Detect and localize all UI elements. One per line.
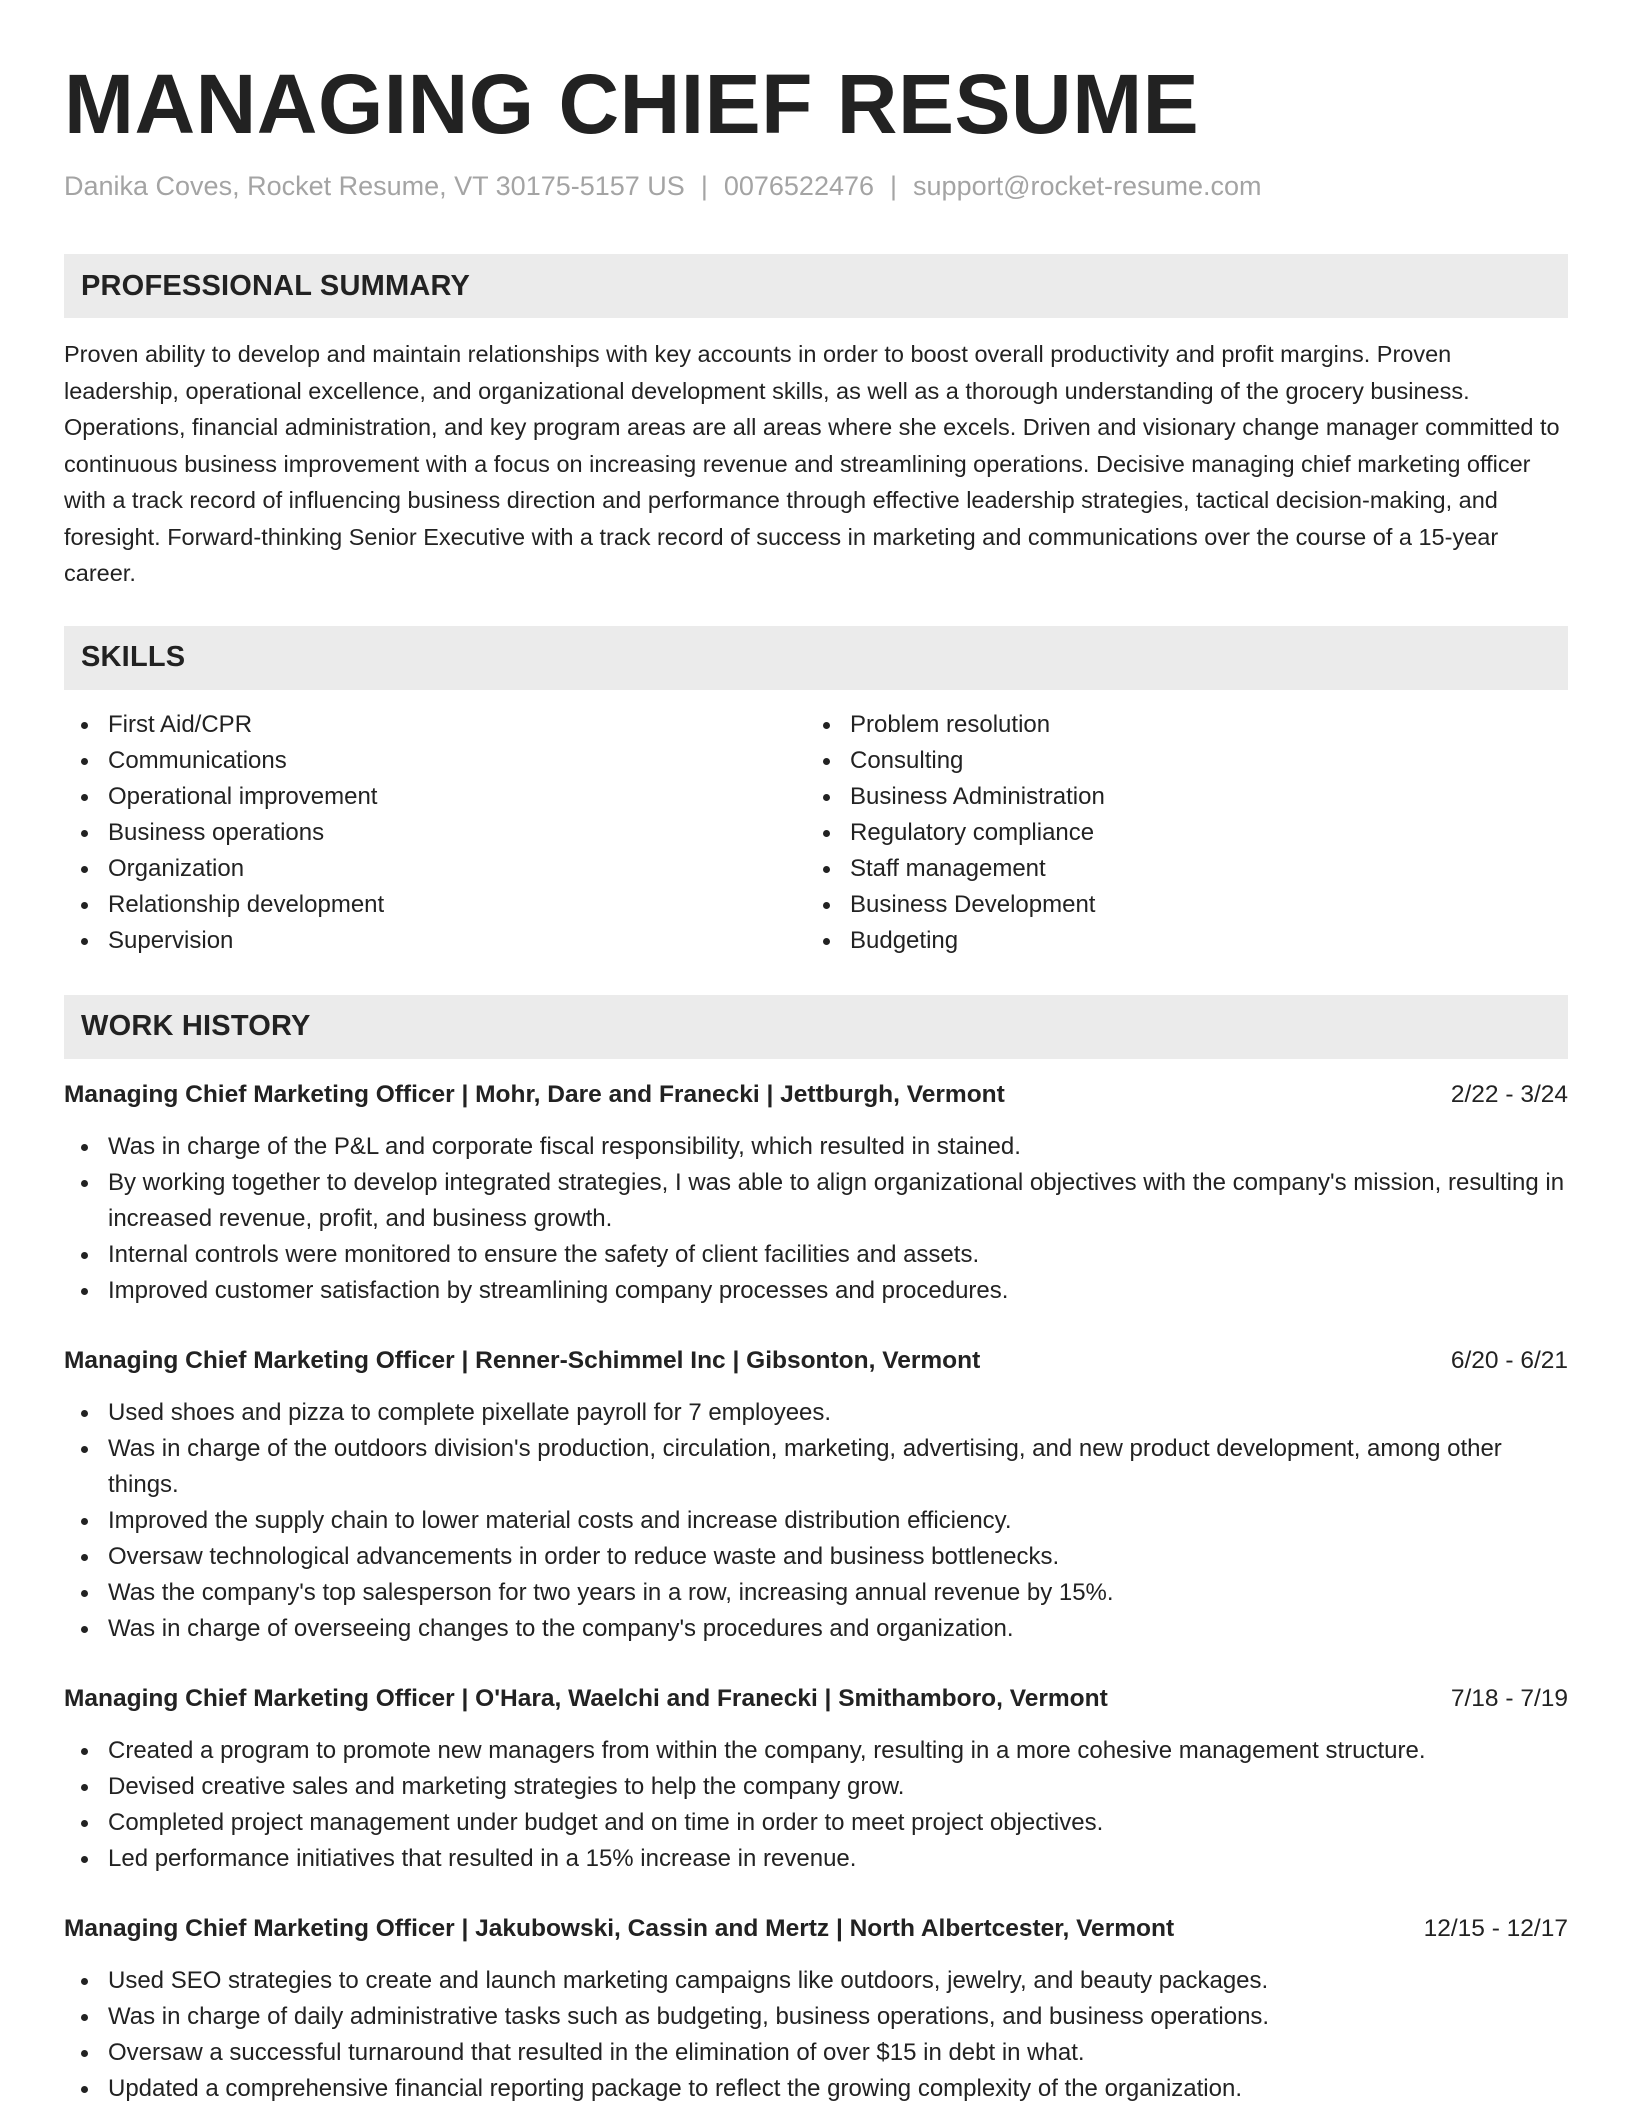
contact-phone: 0076522476: [723, 171, 875, 201]
skill-item: Business operations: [64, 815, 806, 851]
job-bullets: [64, 1129, 1568, 1309]
job-header: [64, 1681, 1568, 1717]
skill-item: Organization: [64, 851, 806, 887]
job-dates: 7/18 - 7/19: [1450, 1684, 1568, 1712]
job-entry: [64, 1681, 1568, 1877]
skill-item: Supervision: [64, 923, 806, 959]
contact-address: Danika Coves, Rocket Resume, VT 30175-5157 US: [64, 171, 685, 201]
job-title: Managing Chief Marketing Officer | Jakubowski, Cassin and Mertz | North Albertcester, Vermont: [64, 1914, 1175, 1942]
contact-email: support@rocket-resume.com: [913, 171, 1262, 201]
job-entry: [64, 1077, 1568, 1309]
skills-list: [64, 707, 1568, 959]
job-bullet: Was in charge of overseeing changes to the company's procedures and organization.: [64, 1611, 1568, 1647]
job-bullet: Oversaw a successful turnaround that resulted in the elimination of over $15 in debt in what.: [64, 2035, 1568, 2071]
job-bullet: By working together to develop integrated strategies, I was able to align organizational objectives with the company's mission, resulting in increased revenue, profit, and business growth.: [64, 1165, 1568, 1237]
job-bullets: [64, 1963, 1568, 2107]
job-bullet: Improved the supply chain to lower material costs and increase distribution efficiency.: [64, 1503, 1568, 1539]
skills-column-left: [64, 707, 806, 959]
skill-item: Business Administration: [806, 779, 1548, 815]
job-bullet: Updated a comprehensive financial reporting package to reflect the growing complexity of the organization.: [64, 2071, 1568, 2107]
job-dates: 12/15 - 12/17: [1423, 1914, 1568, 1942]
job-entry: [64, 1911, 1568, 2107]
section-header-work-history: WORK HISTORY: [64, 995, 1568, 1059]
job-bullets: [64, 1733, 1568, 1877]
job-header: [64, 1343, 1568, 1379]
job-bullet: Internal controls were monitored to ensure the safety of client facilities and assets.: [64, 1237, 1568, 1273]
job-bullet: Was in charge of daily administrative tasks such as budgeting, business operations, and business operations.: [64, 1999, 1568, 2035]
job-bullet: Was in charge of the outdoors division's production, circulation, marketing, advertising, and new product development, among other things.: [64, 1431, 1568, 1503]
contact-line: [64, 168, 1568, 204]
contact-separator: |: [700, 171, 708, 201]
job-bullet: Used shoes and pizza to complete pixellate payroll for 7 employees.: [64, 1395, 1568, 1431]
job-header: [64, 1077, 1568, 1113]
job-bullet: Created a program to promote new managers from within the company, resulting in a more cohesive management structure.: [64, 1733, 1568, 1769]
job-bullet: Was the company's top salesperson for two years in a row, increasing annual revenue by 15%.: [64, 1575, 1568, 1611]
job-bullet: Was in charge of the P&L and corporate fiscal responsibility, which resulted in stained.: [64, 1129, 1568, 1165]
job-bullet: Led performance initiatives that resulted in a 15% increase in revenue.: [64, 1841, 1568, 1877]
skills-column-right: [806, 707, 1548, 959]
skill-item: Business Development: [806, 887, 1548, 923]
section-header-summary: PROFESSIONAL SUMMARY: [64, 254, 1568, 318]
skill-item: Operational improvement: [64, 779, 806, 815]
job-title: Managing Chief Marketing Officer | Mohr, Dare and Franecki | Jettburgh, Vermont: [64, 1080, 1005, 1108]
job-bullet: Completed project management under budget and on time in order to meet project objectives.: [64, 1805, 1568, 1841]
job-dates: 6/20 - 6/21: [1450, 1346, 1568, 1374]
job-bullets: [64, 1395, 1568, 1647]
job-bullet: Used SEO strategies to create and launch marketing campaigns like outdoors, jewelry, and beauty packages.: [64, 1963, 1568, 1999]
job-entry: [64, 1343, 1568, 1647]
resume-title: MANAGING CHIEF RESUME: [64, 57, 1200, 151]
skill-item: Regulatory compliance: [806, 815, 1548, 851]
job-dates: 2/22 - 3/24: [1450, 1080, 1568, 1108]
skill-item: Problem resolution: [806, 707, 1548, 743]
job-title: Managing Chief Marketing Officer | Renner-Schimmel Inc | Gibsonton, Vermont: [64, 1346, 981, 1374]
summary-paragraph: Proven ability to develop and maintain relationships with key accounts in order to boost overall productivity and profit margins. Proven leadership, operational excellence, and organizational development skills, as well as a thorough understanding of the grocery business. Operations, financial administration, and key program areas are all areas where she excels. Driven and visionary change manager committed to continuous business improvement with a focus on increasing revenue and streamlining operations. Decisive managing chief marketing officer with a track record of influencing business direction and performance through effective leadership strategies, tactical decision-making, and foresight. Forward-thinking Senior Executive with a track record of success in marketing and communications over the course of a 15-year career.: [64, 341, 1560, 586]
skill-item: First Aid/CPR: [64, 707, 806, 743]
skill-item: Budgeting: [806, 923, 1548, 959]
skill-item: Consulting: [806, 743, 1548, 779]
skill-item: Staff management: [806, 851, 1548, 887]
contact-separator: |: [890, 171, 898, 201]
job-bullet: Oversaw technological advancements in order to reduce waste and business bottlenecks.: [64, 1539, 1568, 1575]
skill-item: Communications: [64, 743, 806, 779]
job-header: [64, 1911, 1568, 1947]
job-bullet: Devised creative sales and marketing strategies to help the company grow.: [64, 1769, 1568, 1805]
job-bullet: Improved customer satisfaction by streamlining company processes and procedures.: [64, 1273, 1568, 1309]
job-title: Managing Chief Marketing Officer | O'Hara, Waelchi and Franecki | Smithamboro, Vermont: [64, 1684, 1108, 1712]
section-header-skills: SKILLS: [64, 626, 1568, 690]
skill-item: Relationship development: [64, 887, 806, 923]
